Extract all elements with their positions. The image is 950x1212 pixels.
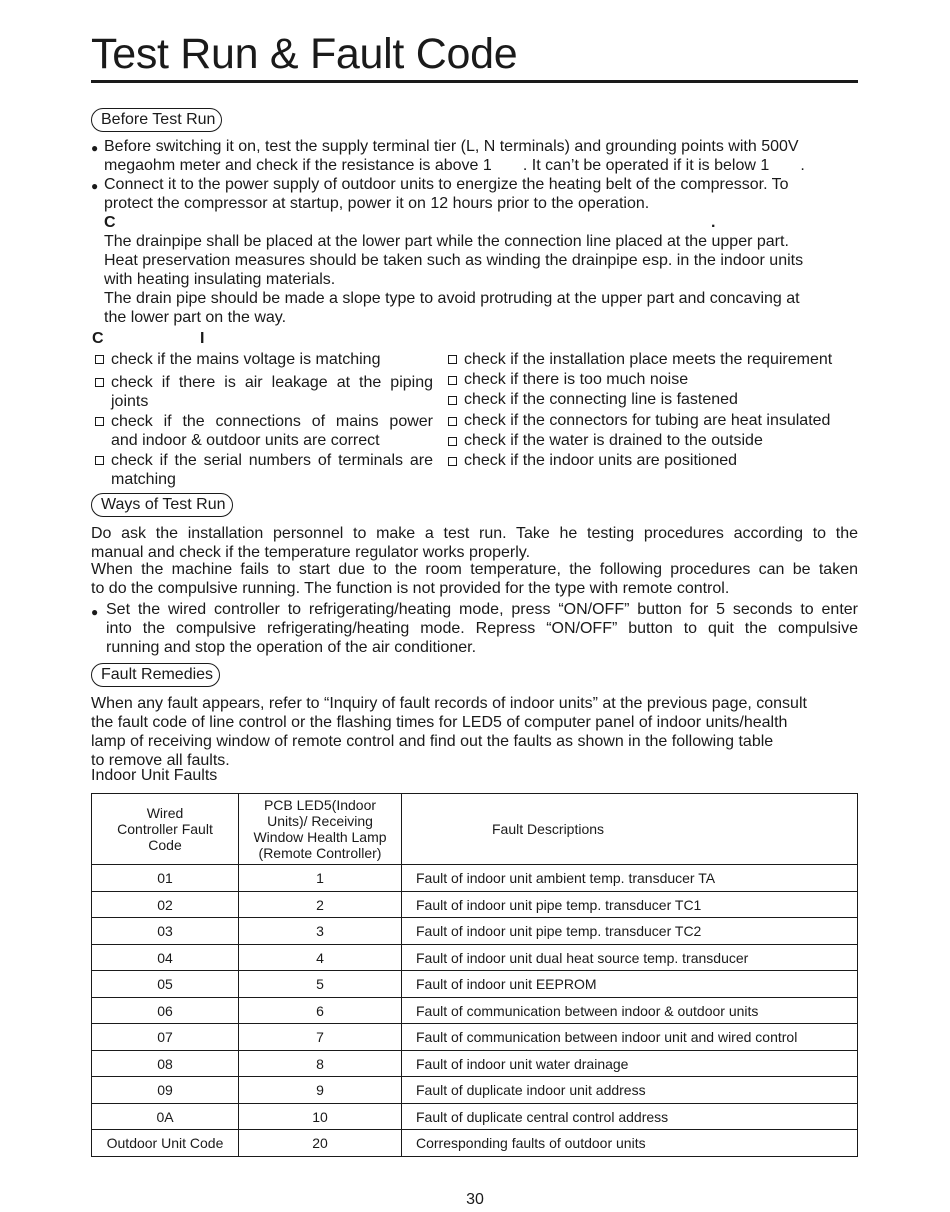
text-line: check if the mains voltage is matching xyxy=(111,351,381,368)
fault-remedies-paragraph xyxy=(91,694,858,770)
table-row xyxy=(92,865,858,892)
bullet-marker: ● xyxy=(91,605,99,619)
text-line: lamp of receiving window of remote control and find out the faults as shown in the following table xyxy=(91,733,774,750)
text-line: the fault code of line control or the flashing times for LED5 of computer panel of indoor units/health xyxy=(91,714,788,731)
header-line: (Remote Controller) xyxy=(258,845,382,861)
led-flash-cell: 10 xyxy=(239,1104,402,1130)
led-flash-cell: 20 xyxy=(239,1130,402,1157)
text-line: and indoor & outdoor units are correct xyxy=(111,432,380,449)
table-row xyxy=(92,892,858,918)
text-line: When the machine fails to start due to the room temperature, the following procedures can be taken xyxy=(91,561,858,578)
checkbox[interactable] xyxy=(448,417,457,426)
checkbox[interactable] xyxy=(95,417,104,426)
fault-description-cell: Fault of indoor unit ambient temp. transducer TA xyxy=(402,865,858,892)
text-line: The drain pipe should be made a slope type to avoid protruding at the upper part and concaving at xyxy=(104,290,800,307)
fault-description-cell: Fault of duplicate indoor unit address xyxy=(402,1077,858,1104)
table-row xyxy=(92,945,858,971)
text-line: megaohm meter and check if the resistance is above 1 . It can’t be operated if it is below 1 . xyxy=(104,157,805,174)
fault-code-table xyxy=(91,793,858,1157)
checklist-heading-i: I xyxy=(200,330,205,347)
checklist-item xyxy=(111,350,433,369)
table-row xyxy=(92,1077,858,1104)
fault-code-cell: 09 xyxy=(92,1077,239,1104)
fault-code-cell: 01 xyxy=(92,865,239,892)
table-row xyxy=(92,1130,858,1157)
drain-subheading-end: . xyxy=(711,214,716,231)
checkbox[interactable] xyxy=(95,456,104,465)
led-flash-cell: 8 xyxy=(239,1051,402,1077)
fault-code-cell: 07 xyxy=(92,1024,239,1051)
text-line: to do the compulsive running. The function is not provided for the type with remote control. xyxy=(91,580,730,597)
table-row xyxy=(92,918,858,945)
fault-code-cell: 05 xyxy=(92,971,239,998)
text-line: with heating insulating materials. xyxy=(104,271,336,288)
text-line: joints xyxy=(111,393,149,410)
table-caption: Indoor Unit Faults xyxy=(91,767,218,784)
text-line: running and stop the operation of the air conditioner. xyxy=(106,639,477,656)
led-flash-cell: 9 xyxy=(239,1077,402,1104)
header-line: Code xyxy=(148,837,182,853)
led-flash-cell: 7 xyxy=(239,1024,402,1051)
checklist-heading-c: C xyxy=(92,330,104,347)
section-heading-fault-remedies: Fault Remedies xyxy=(91,663,220,687)
checklist-item: check if the connecting line is fastened xyxy=(464,391,738,408)
table-header-row xyxy=(92,794,858,865)
checklist-item xyxy=(111,373,433,411)
header-line: PCB LED5(Indoor xyxy=(263,797,377,813)
checkbox[interactable] xyxy=(95,355,104,364)
header-pcb-led5 xyxy=(239,794,402,865)
text-line: manual and check if the temperature regulator works properly. xyxy=(91,544,531,561)
fault-description-cell: Fault of duplicate central control address xyxy=(402,1104,858,1130)
checklist-item: check if the indoor units are positioned xyxy=(464,452,738,469)
fault-description-cell: Fault of indoor unit pipe temp. transducer TC2 xyxy=(402,918,858,945)
text-line: When any fault appears, refer to “Inquiry of fault records of indoor units” at the previous page, consult xyxy=(91,695,807,712)
fault-description-cell: Fault of communication between indoor unit and wired control xyxy=(402,1024,858,1051)
text-line: into the compulsive refrigerating/heating mode. Repress “ON/OFF” button to quit the compulsive xyxy=(106,620,858,637)
header-line: Controller Fault xyxy=(117,821,213,837)
header-line: Window Health Lamp xyxy=(253,829,387,845)
fault-description-cell: Fault of indoor unit dual heat source temp. transducer xyxy=(402,945,858,971)
text-line: Before switching it on, test the supply terminal tier (L, N terminals) and grounding points with 500V xyxy=(104,138,799,155)
table-row xyxy=(92,1104,858,1130)
checkbox[interactable] xyxy=(448,396,457,405)
fault-code-cell: 03 xyxy=(92,918,239,945)
text-line: Set the wired controller to refrigerating/heating mode, press “ON/OFF” button for 5 seconds to enter xyxy=(106,601,858,618)
text-line: the lower part on the way. xyxy=(104,309,287,326)
section-heading-before-test-run: Before Test Run xyxy=(91,108,222,132)
checklist-item: check if the water is drained to the outside xyxy=(464,432,763,449)
before-test-run-bullet-2 xyxy=(104,175,864,213)
ways-paragraph-2 xyxy=(91,560,858,598)
checklist-item: check if the connectors for tubing are heat insulated xyxy=(464,412,831,429)
checkbox[interactable] xyxy=(448,457,457,466)
checklist-item xyxy=(111,451,433,489)
fault-code-cell: 06 xyxy=(92,998,239,1024)
fault-description-cell: Fault of indoor unit EEPROM xyxy=(402,971,858,998)
page-title: Test Run & Fault Code xyxy=(91,30,518,78)
before-test-run-bullet-1 xyxy=(104,137,864,175)
fault-description-cell: Fault of indoor unit water drainage xyxy=(402,1051,858,1077)
checkbox[interactable] xyxy=(448,355,457,364)
fault-code-cell: 08 xyxy=(92,1051,239,1077)
led-flash-cell: 6 xyxy=(239,998,402,1024)
checkbox[interactable] xyxy=(448,437,457,446)
header-fault-descriptions: Fault Descriptions xyxy=(402,794,858,865)
header-wired-controller-fault-code xyxy=(92,794,239,865)
table-row xyxy=(92,971,858,998)
bullet-marker: ● xyxy=(91,179,99,193)
drain-paragraph-1 xyxy=(104,232,864,289)
table-row xyxy=(92,1024,858,1051)
text-line: check if there is air leakage at the piping xyxy=(111,374,433,391)
fault-code-cell: 04 xyxy=(92,945,239,971)
checkbox[interactable] xyxy=(95,378,104,387)
bullet-marker: ● xyxy=(91,141,99,155)
led-flash-cell: 3 xyxy=(239,918,402,945)
checklist-item: check if there is too much noise xyxy=(464,371,689,388)
title-rule xyxy=(91,80,858,83)
text-line: Connect it to the power supply of outdoor units to energize the heating belt of the compressor. To xyxy=(104,176,789,193)
fault-description-cell: Corresponding faults of outdoor units xyxy=(402,1130,858,1157)
led-flash-cell: 2 xyxy=(239,892,402,918)
section-heading-ways-of-test-run: Ways of Test Run xyxy=(91,493,233,517)
fault-code-cell: Outdoor Unit Code xyxy=(92,1130,239,1157)
text-line: protect the compressor at startup, power it on 12 hours prior to the operation. xyxy=(104,195,650,212)
led-flash-cell: 4 xyxy=(239,945,402,971)
drain-paragraph-2 xyxy=(104,289,864,327)
fault-code-cell: 0A xyxy=(92,1104,239,1130)
fault-code-cell: 02 xyxy=(92,892,239,918)
checklist-item: check if the installation place meets the requirement xyxy=(464,351,833,368)
text-line: check if the connections of mains power xyxy=(111,413,433,430)
header-line: Units)/ Receiving xyxy=(267,813,373,829)
text-line: to remove all faults. xyxy=(91,752,230,769)
ways-bullet xyxy=(106,600,858,657)
text-line: Do ask the installation personnel to make a test run. Take he testing procedures according to the xyxy=(91,525,858,542)
fault-description-cell: Fault of indoor unit pipe temp. transducer TC1 xyxy=(402,892,858,918)
text-line: matching xyxy=(111,471,176,488)
text-line: Heat preservation measures should be taken such as winding the drainpipe esp. in the indoor units xyxy=(104,252,804,269)
header-line: Wired xyxy=(146,805,184,821)
fault-description-cell: Fault of communication between indoor & outdoor units xyxy=(402,998,858,1024)
led-flash-cell: 5 xyxy=(239,971,402,998)
text-line: The drainpipe shall be placed at the lower part while the connection line placed at the upper part. xyxy=(104,233,789,250)
table-row xyxy=(92,998,858,1024)
ways-paragraph-1 xyxy=(91,524,858,562)
drain-subheading-letter: C xyxy=(104,214,116,231)
text-line: check if the serial numbers of terminals are xyxy=(111,452,433,469)
led-flash-cell: 1 xyxy=(239,865,402,892)
table-row xyxy=(92,1051,858,1077)
checkbox[interactable] xyxy=(448,376,457,385)
page-number: 30 xyxy=(466,1191,484,1208)
checklist-item xyxy=(111,412,433,450)
